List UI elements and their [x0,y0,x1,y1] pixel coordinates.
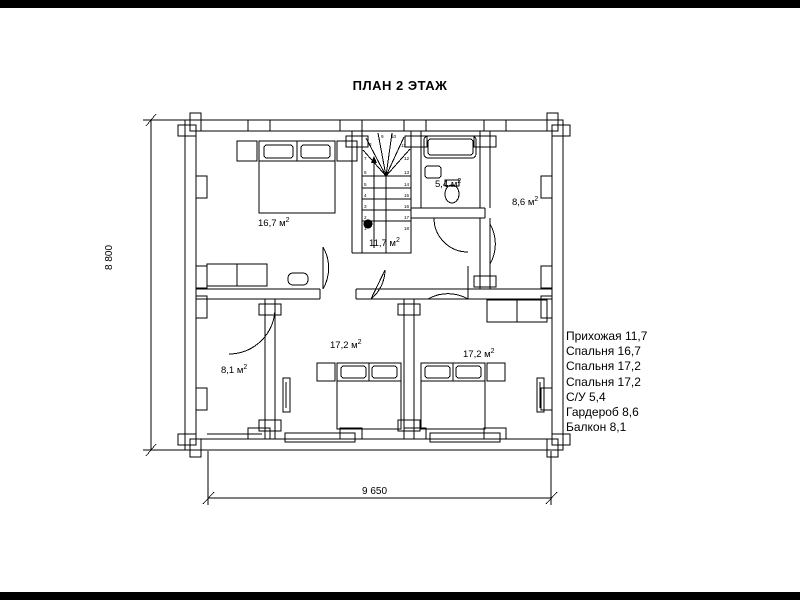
room-area-value: 8,1 м [221,365,244,377]
legend-item: Прихожая 11,7 [566,329,648,343]
square-meter-superscript: 2 [395,237,400,244]
legend-item: Спальня 17,2 [566,374,641,389]
room-area-label [330,339,362,351]
room-legend [566,329,647,435]
svg-text:14: 14 [404,182,410,187]
room-area-value: 5,4 м [435,179,458,191]
room-area-value: 17,2 м [330,340,358,352]
square-meter-superscript: 2 [457,178,462,185]
svg-text:4: 4 [364,193,367,198]
svg-text:18: 18 [404,226,410,231]
room-area-label [221,364,247,376]
page-title: ПЛАН 2 ЭТАЖ [352,78,448,93]
room-area-value: 17,2 м [463,349,491,361]
svg-text:2: 2 [364,215,367,220]
square-meter-superscript: 2 [357,339,362,346]
svg-text:15: 15 [404,193,410,198]
svg-text:11: 11 [401,143,406,148]
svg-text:16: 16 [404,204,410,209]
svg-text:10: 10 [391,134,397,139]
room-area-label [369,237,400,249]
legend-item: Спальня 17,2 [566,359,641,374]
svg-text:1: 1 [364,226,367,231]
svg-text:12: 12 [404,156,410,161]
legend-item: Балкон 8,1 [566,420,627,435]
drawing-sheet [0,8,800,592]
floor-plan-drawing [0,8,800,592]
svg-text:6: 6 [364,170,367,175]
room-area-label [435,178,461,190]
overall-height-dimension: 8 800 [104,244,115,270]
square-meter-superscript: 2 [285,217,290,224]
stair-step-numbers [364,134,410,231]
room-area-value: 16,7 м [258,218,286,230]
svg-text:9: 9 [381,134,384,139]
square-meter-superscript: 2 [534,196,539,203]
room-area-value: 11,7 м [369,238,396,250]
room-area-label [463,348,495,360]
svg-text:17: 17 [404,215,410,220]
legend-item: Спальня 16,7 [566,344,641,359]
square-meter-superscript: 2 [490,348,495,355]
legend-item: Гардероб 8,6 [566,405,639,420]
svg-text:8: 8 [369,142,372,147]
svg-text:13: 13 [404,170,410,175]
room-area-value: 8,6 м [512,197,535,209]
room-area-label [258,217,290,229]
square-meter-superscript: 2 [243,364,248,371]
room-area-label [512,196,538,208]
svg-text:3: 3 [364,204,367,209]
svg-text:5: 5 [364,182,367,187]
overall-width-dimension: 9 650 [362,486,388,497]
svg-text:7: 7 [364,156,367,161]
legend-item: С/У 5,4 [566,389,606,404]
